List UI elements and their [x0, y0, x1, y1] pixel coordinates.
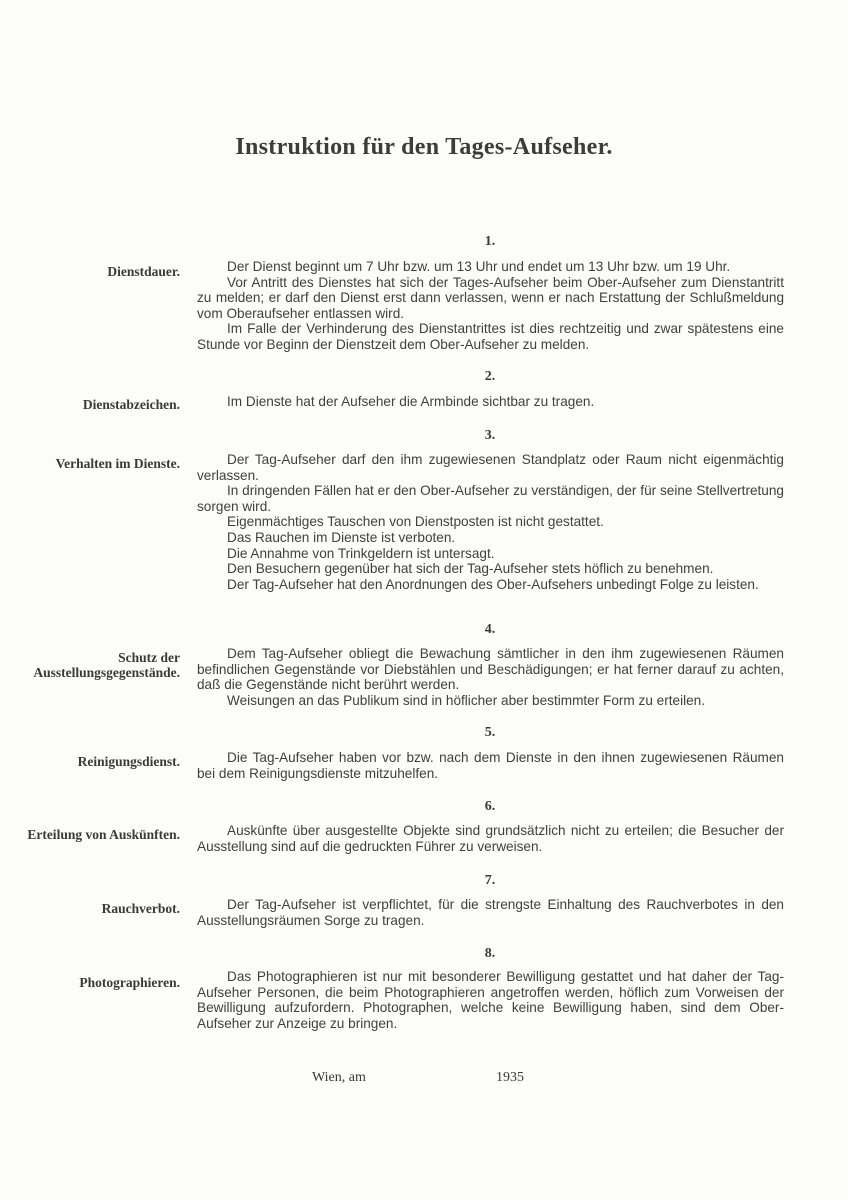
paragraph: Auskünfte über ausgestellte Objekte sind grundsätzlich nicht zu erteilen; die Besucher der Ausstellung sind auf die gedruckten Führer zu verweisen. [197, 823, 784, 854]
section-number: 1. [484, 234, 496, 249]
section-body [197, 969, 784, 1031]
section-body [197, 259, 784, 353]
paragraph: Die Tag-Aufseher haben vor bzw. nach dem Dienste in den ihnen zugewiesenen Räumen bei dem Reinigungsdienste mitzuhelfen. [197, 750, 784, 781]
section-body [197, 646, 784, 708]
footer-place-date: Wien, am [312, 1070, 366, 1085]
section-label: Verhalten im Dienste. [55, 456, 180, 471]
section-label: Dienstdauer. [107, 264, 180, 279]
section-label: Reinigungsdienst. [77, 754, 180, 769]
paragraph: Im Falle der Verhinderung des Dienstantrittes ist dies rechtzeitig und zwar spätestens eine Stunde vor Beginn der Dienstzeit dem Ober-Aufseher zu melden. [197, 321, 784, 352]
paragraph: Der Tag-Aufseher darf den ihm zugewiesenen Standplatz oder Raum nicht eigenmächtig verlassen. [197, 452, 784, 483]
paragraph: Vor Antritt des Dienstes hat sich der Tages-Aufseher beim Ober-Aufseher zum Dienstantritt zu melden; er darf den Dienst erst dann verlassen, wenn er nach Erstattung der Schlußmeldung vom Oberaufseher entlassen wird. [197, 274, 784, 321]
section-number: 7. [484, 873, 496, 888]
section-body [197, 452, 784, 592]
paragraph: Die Annahme von Trinkgeldern ist untersagt. [227, 545, 495, 561]
section-label: Rauchverbot. [101, 901, 180, 916]
paragraph: Der Dienst beginnt um 7 Uhr bzw. um 13 Uhr und endet um 13 Uhr bzw. um 19 Uhr. [227, 259, 731, 274]
paragraph: Der Tag-Aufseher hat den Anordnungen des Ober-Aufsehers unbedingt Folge zu leisten. [227, 576, 759, 592]
paragraph: In dringenden Fällen hat er den Ober-Aufseher zu verständigen, der für seine Stellvertretung sorgen wird. [197, 483, 784, 514]
section-body [197, 750, 784, 781]
section-label: Schutz der Ausstellungsgegenstände. [33, 650, 180, 680]
section-number: 2. [484, 369, 496, 384]
footer-year: 1935 [496, 1070, 524, 1085]
paragraph: Dem Tag-Aufseher obliegt die Bewachung sämtlicher in den ihm zugewiesenen Räumen befindlichen Gegenstände vor Diebstählen und Beschädigungen; er hat ferner darauf zu achten, daß die Gegenstände nicht berührt werden. [197, 646, 784, 693]
section-label: Dienstabzeichen. [82, 397, 180, 412]
section-number: 8. [484, 946, 496, 961]
paragraph: Der Tag-Aufseher ist verpflichtet, für die strengste Einhaltung des Rauchverbotes in den Ausstellungsräumen Sorge zu tragen. [197, 897, 784, 928]
paragraph: Das Photographieren ist nur mit besonderer Bewilligung gestattet und hat daher der Tag-Aufseher Personen, die beim Photographieren angetroffen werden, höflich zum Vorweisen der Bewilligung aufzufordern. Photographen, welche keine Bewilligung haben, sind dem Ober-Aufseher zur Anzeige zu bringen. [197, 969, 784, 1031]
section-number: 3. [484, 428, 496, 443]
paragraph: Weisungen an das Publikum sind in höflicher aber bestimmter Form zu erteilen. [227, 692, 706, 708]
section-label: Erteilung von Auskünften. [27, 827, 180, 842]
paragraph: Das Rauchen im Dienste ist verboten. [227, 529, 456, 545]
document-title: Instruktion für den Tages-Aufseher. [235, 134, 613, 160]
section-label: Photographieren. [79, 975, 180, 990]
paragraph: Im Dienste hat der Aufseher die Armbinde sichtbar zu tragen. [227, 394, 595, 409]
section-body [197, 897, 784, 928]
section-body [197, 823, 784, 854]
paragraph: Den Besuchern gegenüber hat sich der Tag-Aufseher stets höflich zu benehmen. [227, 561, 714, 577]
section-number: 4. [484, 622, 496, 637]
section-body [197, 394, 784, 410]
section-number: 5. [484, 725, 496, 740]
section-number: 6. [484, 799, 496, 814]
paragraph: Eigenmächtiges Tauschen von Dienstposten ist nicht gestattet. [227, 514, 604, 530]
